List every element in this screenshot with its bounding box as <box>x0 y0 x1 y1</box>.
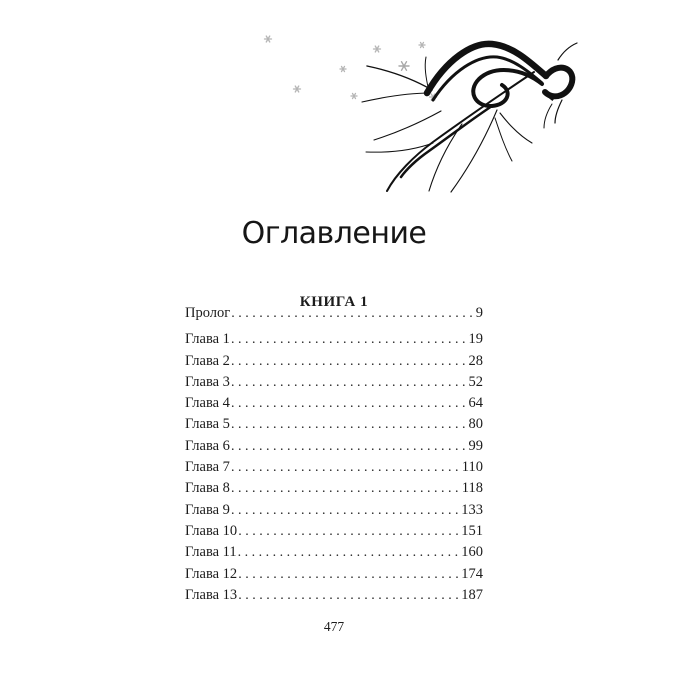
snowflake-icon <box>294 86 301 92</box>
toc-entry-page-number: 187 <box>461 586 483 603</box>
toc-entry-page-number: 99 <box>468 437 483 454</box>
toc-entry <box>185 393 483 414</box>
toc-entry-label: Глава 11 <box>185 544 237 561</box>
snowflake-icon <box>374 46 381 52</box>
snowflake-icon <box>351 93 357 98</box>
toc-leader-dots <box>231 436 468 457</box>
toc-entry-label: Глава 10 <box>185 522 238 539</box>
folio-page-number: 477 <box>323 619 345 634</box>
toc-entry-page-number: 28 <box>468 352 483 369</box>
snowflake-icon <box>419 42 425 47</box>
branch-strokes <box>362 43 577 192</box>
toc-leader-dots <box>231 500 460 521</box>
toc-leader-dots <box>231 372 468 393</box>
toc-leader-dots <box>238 585 460 606</box>
toc-leader-dots <box>231 414 468 435</box>
toc-entry-label: Глава 6 <box>185 437 230 454</box>
toc-entry-page-number: 174 <box>461 565 483 582</box>
toc-entry-label: Глава 13 <box>185 586 238 603</box>
snowflakes <box>265 36 437 100</box>
snowflake-icon <box>265 36 272 42</box>
snowflake-icon <box>399 62 409 71</box>
toc-entry-page-number: 19 <box>468 331 483 348</box>
toc-entry-label: Глава 4 <box>185 395 230 412</box>
toc-entry-label: Глава 2 <box>185 352 230 369</box>
toc-entry-page-number: 160 <box>461 544 483 561</box>
toc-entry-label: Глава 12 <box>185 565 238 582</box>
toc-entry-label: Глава 8 <box>185 480 230 497</box>
toc-entry <box>185 478 483 499</box>
toc-entry-page-number: 110 <box>461 459 483 476</box>
snowflake-icon <box>340 66 346 71</box>
toc-leader-dots <box>238 521 460 542</box>
toc-entry <box>185 521 483 542</box>
toc-entry-page-number: 9 <box>475 305 483 321</box>
toc-entry-page-number: 64 <box>468 395 483 412</box>
toc-entry-label: Глава 7 <box>185 459 230 476</box>
toc-entry <box>185 351 483 372</box>
toc-entry-label: Глава 3 <box>185 373 230 390</box>
toc-entry <box>185 372 483 393</box>
toc-entry-label: Глава 1 <box>185 331 230 348</box>
page-title: Оглавление <box>241 216 427 252</box>
toc-entry-page-number: 80 <box>468 416 483 433</box>
toc-entry-page-number: 118 <box>461 480 483 497</box>
toc-list <box>185 303 483 606</box>
toc-entry-label: Глава 5 <box>185 416 230 433</box>
toc-leader-dots <box>231 393 468 414</box>
toc-leader-dots <box>231 478 461 499</box>
toc-entry-page-number: 133 <box>461 501 483 518</box>
toc-entry <box>185 500 483 521</box>
toc-leader-dots <box>238 542 461 563</box>
toc-entry <box>185 414 483 435</box>
snowflake-icon <box>430 94 437 100</box>
toc-entry-page-number: 52 <box>468 373 483 390</box>
section-heading: КНИГА 1 <box>299 294 369 311</box>
toc-entry-label: Пролог <box>185 305 231 321</box>
toc-leader-dots <box>231 351 468 372</box>
toc-entry <box>185 329 483 350</box>
toc-entry-page-number: 151 <box>461 522 483 539</box>
toc-leader-dots <box>238 564 460 585</box>
toc-entry <box>185 436 483 457</box>
toc-entry-label: Глава 9 <box>185 501 230 518</box>
toc-entry <box>185 457 483 478</box>
toc-leader-dots <box>231 457 461 478</box>
toc-entry <box>185 303 483 324</box>
toc-leader-dots <box>231 303 475 324</box>
toc-entry <box>185 542 483 563</box>
toc-entry <box>185 585 483 606</box>
toc-leader-dots <box>231 329 468 350</box>
toc-entry <box>185 564 483 585</box>
